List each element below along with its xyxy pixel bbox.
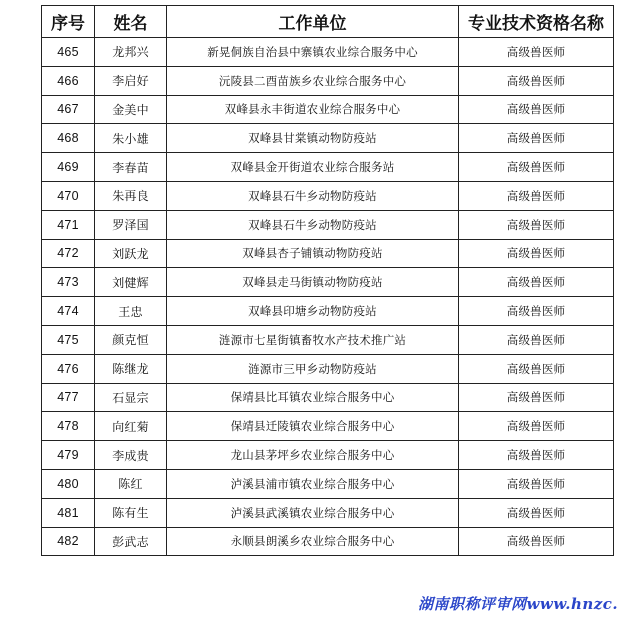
cell-no: 470	[42, 181, 95, 210]
cell-unit: 新晃侗族自治县中寨镇农业综合服务中心	[167, 38, 459, 67]
cell-unit: 双峰县印塘乡动物防疫站	[167, 297, 459, 326]
cell-qualification: 高级兽医师	[459, 153, 614, 182]
table-row	[42, 498, 614, 527]
cell-qualification: 高级兽医师	[459, 325, 614, 354]
header-qualification: 专业技术资格名称	[459, 6, 614, 38]
table-row	[42, 95, 614, 124]
cell-qualification: 高级兽医师	[459, 441, 614, 470]
cell-unit: 双峰县石牛乡动物防疫站	[167, 181, 459, 210]
cell-name: 龙邦兴	[95, 38, 167, 67]
cell-qualification: 高级兽医师	[459, 66, 614, 95]
cell-name: 朱小雄	[95, 124, 167, 153]
table-row	[42, 38, 614, 67]
cell-name: 石显宗	[95, 383, 167, 412]
cell-qualification: 高级兽医师	[459, 124, 614, 153]
cell-name: 刘健辉	[95, 268, 167, 297]
cell-unit: 保靖县比耳镇农业综合服务中心	[167, 383, 459, 412]
cell-qualification: 高级兽医师	[459, 268, 614, 297]
table-row	[42, 66, 614, 95]
table-row	[42, 210, 614, 239]
cell-no: 473	[42, 268, 95, 297]
cell-unit: 泸溪县浦市镇农业综合服务中心	[167, 469, 459, 498]
table-row	[42, 181, 614, 210]
cell-qualification: 高级兽医师	[459, 412, 614, 441]
header-no: 序号	[42, 6, 95, 38]
table-header-row	[42, 6, 614, 38]
cell-unit: 双峰县杏子铺镇动物防疫站	[167, 239, 459, 268]
table-row	[42, 325, 614, 354]
cell-unit: 双峰县石牛乡动物防疫站	[167, 210, 459, 239]
cell-no: 478	[42, 412, 95, 441]
cell-no: 479	[42, 441, 95, 470]
cell-no: 481	[42, 498, 95, 527]
table-row	[42, 239, 614, 268]
cell-qualification: 高级兽医师	[459, 498, 614, 527]
cell-qualification: 高级兽医师	[459, 95, 614, 124]
cell-no: 475	[42, 325, 95, 354]
table-row	[42, 297, 614, 326]
roster-table	[41, 5, 614, 556]
cell-no: 482	[42, 527, 95, 556]
cell-no: 469	[42, 153, 95, 182]
cell-name: 李成贵	[95, 441, 167, 470]
cell-qualification: 高级兽医师	[459, 469, 614, 498]
cell-name: 李启好	[95, 66, 167, 95]
cell-no: 474	[42, 297, 95, 326]
table-row	[42, 441, 614, 470]
cell-qualification: 高级兽医师	[459, 297, 614, 326]
cell-name: 朱再良	[95, 181, 167, 210]
cell-name: 向红菊	[95, 412, 167, 441]
cell-qualification: 高级兽医师	[459, 239, 614, 268]
table-row	[42, 527, 614, 556]
cell-name: 陈红	[95, 469, 167, 498]
cell-no: 467	[42, 95, 95, 124]
table-row	[42, 153, 614, 182]
table-row	[42, 383, 614, 412]
table-row	[42, 469, 614, 498]
cell-no: 466	[42, 66, 95, 95]
cell-name: 李春苗	[95, 153, 167, 182]
cell-unit: 龙山县茅坪乡农业综合服务中心	[167, 441, 459, 470]
cell-unit: 泸溪县武溪镇农业综合服务中心	[167, 498, 459, 527]
cell-qualification: 高级兽医师	[459, 354, 614, 383]
cell-name: 陈继龙	[95, 354, 167, 383]
table-row	[42, 124, 614, 153]
cell-unit: 沅陵县二酉苗族乡农业综合服务中心	[167, 66, 459, 95]
cell-name: 金美中	[95, 95, 167, 124]
watermark-text: 湖南职称评审网www.hnzc.	[418, 595, 619, 613]
cell-no: 480	[42, 469, 95, 498]
cell-no: 468	[42, 124, 95, 153]
cell-name: 颜克恒	[95, 325, 167, 354]
header-unit: 工作单位	[167, 6, 459, 38]
cell-no: 471	[42, 210, 95, 239]
cell-qualification: 高级兽医师	[459, 181, 614, 210]
header-name: 姓名	[95, 6, 167, 38]
cell-unit: 双峰县甘棠镇动物防疫站	[167, 124, 459, 153]
cell-name: 王忠	[95, 297, 167, 326]
cell-no: 477	[42, 383, 95, 412]
cell-unit: 永顺县朗溪乡农业综合服务中心	[167, 527, 459, 556]
cell-no: 465	[42, 38, 95, 67]
table-row	[42, 354, 614, 383]
cell-unit: 涟源市三甲乡动物防疫站	[167, 354, 459, 383]
cell-unit: 双峰县金开街道农业综合服务站	[167, 153, 459, 182]
cell-qualification: 高级兽医师	[459, 210, 614, 239]
cell-no: 476	[42, 354, 95, 383]
cell-no: 472	[42, 239, 95, 268]
cell-name: 刘跃龙	[95, 239, 167, 268]
table-row	[42, 268, 614, 297]
cell-unit: 涟源市七星街镇畜牧水产技术推广站	[167, 325, 459, 354]
cell-unit: 保靖县迁陵镇农业综合服务中心	[167, 412, 459, 441]
cell-name: 罗泽国	[95, 210, 167, 239]
cell-qualification: 高级兽医师	[459, 38, 614, 67]
cell-qualification: 高级兽医师	[459, 383, 614, 412]
cell-name: 彭武志	[95, 527, 167, 556]
cell-unit: 双峰县走马街镇动物防疫站	[167, 268, 459, 297]
cell-unit: 双峰县永丰街道农业综合服务中心	[167, 95, 459, 124]
cell-name: 陈有生	[95, 498, 167, 527]
table-row	[42, 412, 614, 441]
cell-qualification: 高级兽医师	[459, 527, 614, 556]
